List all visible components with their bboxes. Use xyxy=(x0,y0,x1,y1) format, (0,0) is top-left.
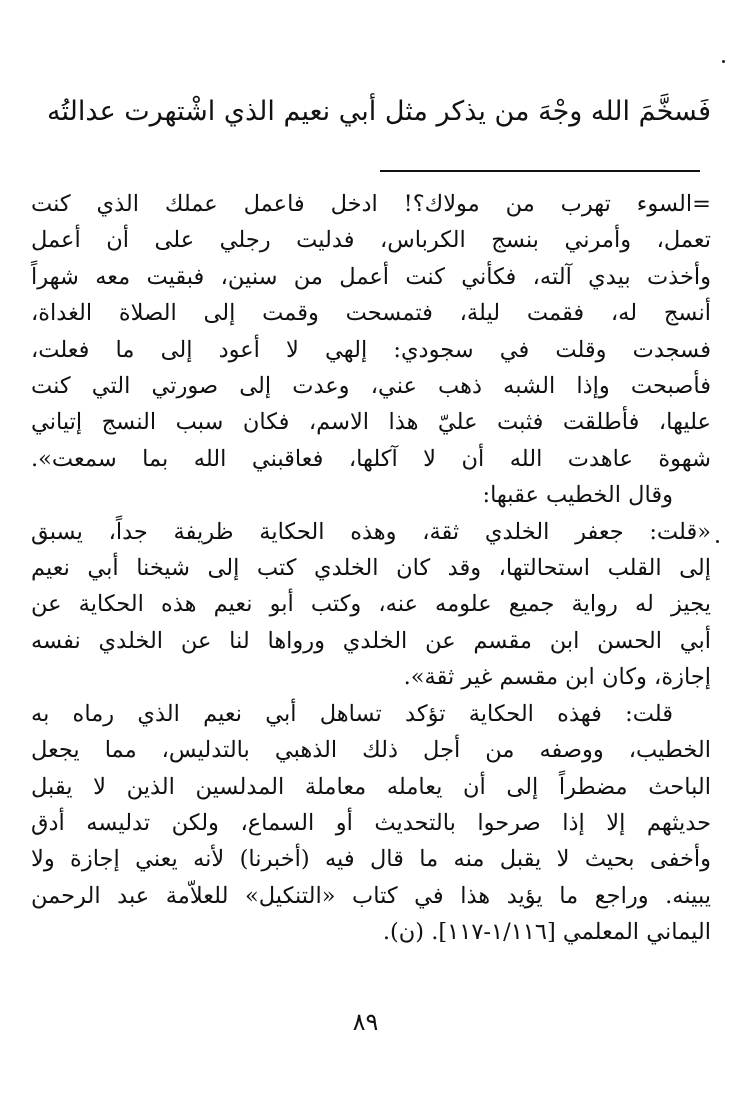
footnote-line: فسجدت وقلت في سجودي: إلهي لا أعود إلى ما فعلت، xyxy=(31,336,711,363)
footnote-line: اليماني المعلمي [١/١١٦-١١٧]. (ن). xyxy=(382,919,711,946)
margin-dot xyxy=(716,540,719,543)
footnote-line: أبي الحسن ابن مقسم عن الخلدي ورواها لنا عن الخلدي نفسه xyxy=(31,627,711,654)
footnote-line: الباحث مضطراً إلى أن يعامله معاملة المدلسين الذين لا يقبل xyxy=(31,773,711,800)
footnote-line: الخطيب، ووصفه من أجل ذلك الذهبي بالتدليس، مما يجعل xyxy=(31,737,711,764)
footnote-line: وقال الخطيب عقبها: xyxy=(482,482,673,509)
footnote-line: وأخذت بيدي آلته، فكأني كنت أعمل من سنين، فبقيت معه شهراً xyxy=(31,263,711,290)
footnote-line: حديثهم إلا إذا صرحوا بالتحديث أو السماع، ولكن تدليسه أدق xyxy=(31,809,711,836)
footnote-line: إلى القلب استحالتها، وقد كان الخلدي كتب إلى شيخنا أبي نعيم xyxy=(31,555,711,582)
margin-dot xyxy=(722,60,725,63)
footnote-line: يبينه. وراجع ما يؤيد هذا في كتاب «التنكيل» للعلاّمة عبد الرحمن xyxy=(31,882,711,909)
footnote-separator xyxy=(380,170,700,172)
footnote-line: شهوة عاهدت الله أن لا آكلها، فعاقبني الله بما سمعت». xyxy=(31,445,711,472)
footnote-line: وأخفى بحيث لا يقبل منه ما قال فيه (أخبرنا) لأنه يعني إجازة ولا xyxy=(31,846,711,873)
body-text-line: فَسخَّمَ الله وجْهَ من يذكر مثل أبي نعيم الذي اشْتهرت عدالتُه xyxy=(47,96,711,127)
footnote-line: تعمل، وأمرني بنسج الكرباس، فدليت رجلي على أن أعمل xyxy=(31,227,711,254)
footnote-line: «قلت: جعفر الخلدي ثقة، وهذه الحكاية ظريفة جداً، يسبق xyxy=(31,518,711,545)
footnote-line: أنسج له، فقمت ليلة، فتمسحت وقمت إلى الصلاة الغداة، xyxy=(31,300,711,327)
footnote-line: =السوء تهرب من مولاك؟! ادخل فاعمل عملك الذي كنت xyxy=(31,191,711,217)
footnote-line: إجازة، وكان ابن مقسم غير ثقة». xyxy=(403,664,711,691)
footnote-line: قلت: فهذه الحكاية تؤكد تساهل أبي نعيم الذي رماه به xyxy=(31,700,673,727)
footnote-line: فأصبحت وإذا الشبه ذهب عني، وعدت إلى صورتي التي كنت xyxy=(31,373,711,400)
footnote-block xyxy=(31,186,711,951)
page-number: ٨٩ xyxy=(352,1008,379,1036)
footnote-line: عليها، فأطلقت فثبت عليّ هذا الاسم، فكان سبب النسج إتياني xyxy=(31,409,711,436)
footnote-line: يجيز له رواية جميع علومه عنه، وكتب أبو نعيم هذه الحكاية عن xyxy=(31,591,711,618)
